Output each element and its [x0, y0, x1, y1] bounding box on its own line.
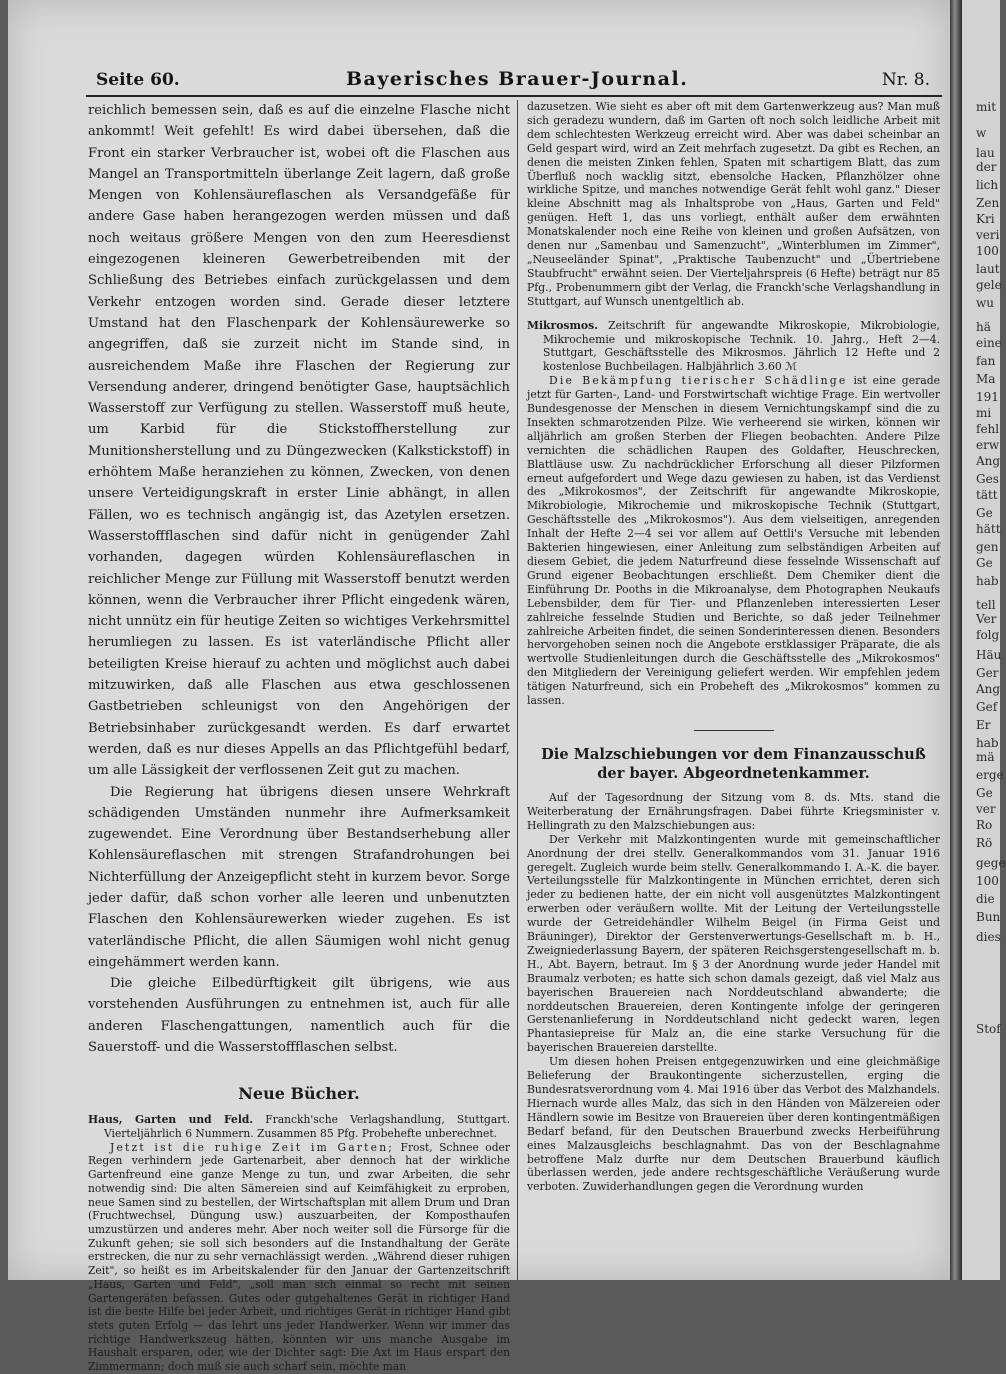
adjacent-page-fragment: gege — [976, 856, 1006, 870]
book-review-body: Frost, Schnee oder Regen verhindern jede Gartenarbeit, aber dennoch hat der wirkliche Gartenfreund eine ganze Menge zu tun, und zwar Arbeiten, die sehr notwendig sind: Die alten Sämereien sind auf Keimfähigkeit zu erproben, neue Samen sind zu bestellen, der Wirtschaftsplan mit allem Drum und Dran (Fruchtwechsel, Düngung usw.) auszuarbeiten, der Komposthaufen umzustürzen und anderes mehr. Aber noch weiter soll die Fürsorge für die Zukunft gehen; sie soll sich besonders auf die Instandhaltung der Geräte erstrecken, die nur zu sehr vernachlässigt werden. „Während dieser ruhigen Zeit", so heißt es im Arbeitskalender für den Januar der Gartenzeitschrift „Haus, Garten und Feld", „soll man sich einmal so recht mit seinen Gartengeräten befassen. Gutes oder gutgehaltenes Gerät in richtiger Hand ist die beste Hilfe bei jeder Arbeit, und richtiges Gerät in richtiger Hand gibt stets guten Erfolg — das lehrt uns jeder Handwerker. Wenn wir immer das richtige Handwerkszeug hätten, könnten wir uns manche Ausgabe im Haushalt ersparen, oder, wie der Dichter sagt: Die Axt im Haus erspart den Zimmermann; doch muß sie auch scharf sein, möchte man — [88, 1140, 510, 1374]
adjacent-page-fragment: gen — [976, 540, 999, 554]
adjacent-page-fragment: erge — [976, 768, 1004, 782]
adjacent-page-fragment: Bun — [976, 910, 1001, 924]
adjacent-page-fragment: Ge — [976, 506, 993, 520]
adjacent-page-fragment: mä — [976, 750, 995, 764]
mikrokosmos-entry-header — [527, 319, 940, 375]
adjacent-page-fragment: Kri — [976, 212, 995, 226]
adjacent-page-fragment: laut — [976, 262, 1000, 276]
adjacent-page-fragment: eine — [976, 336, 1002, 350]
adjacent-page-fragment: 100 — [976, 244, 999, 258]
book-entry-header — [88, 1113, 510, 1140]
adjacent-page-fragment: fehl — [976, 422, 1000, 436]
issue-number: Nr. 8. — [881, 70, 930, 90]
adjacent-page-fragment: Gef — [976, 700, 998, 714]
adjacent-page-fragment: tätt — [976, 488, 998, 502]
paragraph-regulation: Die Regierung hat übrigens diesen unsere Wehrkraft schädigenden Umständen nunmehr ihre Aufmerksamkeit zugewendet. Eine Verordnung über Bestandserhebung aller Kohlensäureflaschen mit strengen Strafandrohungen bei Nichterfüllung der Anzeigepflicht steht in kurzem bevor. Sorge jeder dafür, daß schon vorher alle leeren und unbenutzten Flaschen den Kohlensäurewerken wieder zugehen. Es ist vaterländische Pflicht, die allen Säumigen wohl nicht genug eingehämmert werden kann. — [88, 784, 510, 970]
article-paragraph: Auf der Tagesordnung der Sitzung vom 8. ds. Mts. stand die Weiterberatung der Ernährungsfragen. Dabei führte Kriegsminister v. Hellingrath zu den Malzschiebungen aus: — [527, 790, 940, 832]
adjacent-page-fragment: die — [976, 892, 995, 906]
adjacent-page-fragment: fan — [976, 354, 996, 368]
book-review-lead: Jetzt ist die ruhige Zeit im Garten; — [110, 1140, 395, 1154]
adjacent-page-fragment: Ger — [976, 666, 999, 680]
adjacent-page-fragment: Ma — [976, 372, 996, 386]
adjacent-page-fragment: Ang — [976, 454, 1001, 468]
adjacent-page-edge — [962, 0, 1006, 1280]
book-review-text — [88, 1141, 510, 1374]
adjacent-page-fragment: hab — [976, 574, 999, 588]
adjacent-page-fragment: veri — [976, 228, 1000, 242]
article-title: Die Malzschiebungen vor dem Finanzausschuß der bayer. Abgeordnetenkammer. — [541, 745, 926, 782]
adjacent-page-fragment: hätt — [976, 522, 1001, 536]
adjacent-page-fragment: Ro — [976, 818, 993, 832]
book-title: Haus, Garten und Feld. — [88, 1113, 254, 1127]
adjacent-page-fragment: hä — [976, 320, 991, 334]
adjacent-page-fragment: erw — [976, 438, 1000, 452]
adjacent-page-fragment: Ge — [976, 556, 993, 570]
adjacent-page-fragment: 191 — [976, 390, 999, 404]
mikrokosmos-body: ist eine gerade jetzt für Garten-, Land- und Forstwirtschaft wichtige Frage. Ein wertvoller Bundesgenosse der Menschen in diesem Vernichtungskampf sind die zu Insekten schmarotzenden Pilze. Wie verheerend sie wirken, können wir alljährlich am großen Sterben der Fliegen beobachten. Andere Pilze vernichten die schädlichen Raupen des Goldafter, Heuschrecken, Blattläuse usw. Zu nachdrücklicher Erforschung all dieser Pilzformen erneut aufgefordert und Wege dazu gewiesen zu haben, ist das Verdienst des „Mikrokosmos", der Zeitschrift für angewandte Mikroskopie, Mikrobiologie, Mikrochemie und mikroskopische Technik (Stuttgart, Geschäftsstelle des „Mikrokosmos"). Aus dem vielseitigen, anregenden Inhalt der Hefte 2—4 sei vor allem auf Oettli's Versuche mit lebenden Bakterien hingewiesen, einer Anleitung zum selbständigen Arbeiten auf diesem Gebiet, die jedem Naturfreund diese fesselnde Wissenschaft auf Grund eigener Beobachtungen erschließt. Dem Chemiker dient die Einführung Dr. Pooths in die Mikroanalyse, dem Photographen Neukaufs Lebensbilder, dem für Tier- und Pflanzenleben interessierten Leser zahlreiche fesselnde Studien und Berichte, so daß jeder Teilnehmer zahlreiche Arbeiten findet, die seinen Sonderinteressen dienen. Besonders hervorgehoben seinen noch die Angebote erstklassiger Präparate, die als wertvolle Studienleitungen durch die Geschäftsstelle des „Mikrokosmos" den Mitgliedern der Vereinigung geliefert werden. Wir empfehlen jedem tätigen Naturfreund, sich ein Probeheft des „Mikrokosmos" kommen zu lassen. — [527, 374, 940, 708]
adjacent-page-fragment: dies — [976, 930, 1001, 944]
mikrokosmos-title: Mikrosmos. — [527, 318, 598, 332]
right-column — [527, 100, 940, 1194]
adjacent-page-fragment: folg — [976, 628, 1000, 642]
paragraph-flasks: reichlich bemessen sein, daß es auf die einzelne Flasche nicht ankommt! Weit gefehlt! Es wird dabei übersehen, daß die Front ein starker Verbraucher ist, wobei oft die Flaschen aus Mangel an Transportmitteln überlange Zeit lagern, daß große Mengen von Kohlensäureflaschen als Versandgefäße für andere Gase haben herangezogen werden müssen und daß noch weitaus größere Mengen von den zum Heeresdienst eingezogenen kleineren Gewerbetreibenden mit der Schließung des Betriebes einfach zurückgelassen und dem Verkehr entzogen worden sind. Gerade dieser letztere Umstand hat den Flaschenpark der Kohlensäurewerke so angegriffen, daß sie zurzeit nicht im Stande sind, in ausreichendem Maße ihre Flaschen der Regierung zur Versendung anderer, dringend benötigter Gase, hauptsächlich Wasserstoff zur Verfügung zu stellen. Wasserstoff muß heute, um Karbid für die Stickstoffherstellung zur Munitionsherstellung und zu Düngezwecken (Kalkstickstoff) in erhöhtem Maße heranziehen zu können, Zwecken, von denen unsere Verteidigungskraft in erster Linie abhängt, in allen Fällen, wo es technisch angängig ist, das Azetylen ersetzen. Wasserstoffflaschen sind dafür nicht in genügender Zahl vorhanden, dagegen würden Kohlensäureflaschen in reichlicher Menge zur Füllung mit Wasserstoff benutzt werden können, wenn die Verbraucher ihrer Pflicht eingedenk wären, nicht unnütz ein für heutige Zeiten so wichtiges Verkehrsmittel herumliegen zu lassen. Es ist vaterländische Pflicht aller beteiligten Kreise hierauf zu achten und möglichst auch dabei mitzuwirken, daß alle Flaschen aus etwa geschlossenen Gastbetrieben schleunigst von den Angehörigen der Betriebsinhaber zurückgesandt werden. Es darf erwartet werden, daß es nur dieses Appells an das Pflichtgefühl bedarf, um alle Lässigkeit der verflossenen Zeit gut zu machen. — [88, 103, 510, 779]
mikrokosmos-review — [527, 374, 940, 708]
journal-title: Bayerisches Brauer-Journal. — [346, 68, 689, 90]
adjacent-page-fragment: Häu — [976, 648, 1002, 662]
adjacent-page-fragment: ver — [976, 802, 996, 816]
adjacent-page-fragment: lau — [976, 146, 995, 160]
adjacent-page-fragment: mit — [976, 100, 997, 114]
mikrokosmos-meta: Zeitschrift für angewandte Mikroskopie, Mikrobiologie, Mikrochemie und mikroskopische Technik. 10. Jahrg., Heft 2—4. Stuttgart, Geschäftsstelle des Mikrosmos. Jährlich 12 Hefte und 2 kostenlose Buchbeilagen. Halbjährlich 3.60 ℳ — [543, 318, 940, 374]
adjacent-page-fragment: Ge — [976, 786, 993, 800]
article-paragraph: Um diesen hohen Preisen entgegenzuwirken und eine gleichmäßige Belieferung der Braukontingente sicherzustellen, erging die Bundesratsverordnung vom 4. Mai 1916 über das Verbot des Malzhandels. Hiernach wurde alles Malz, das sich in den Händen von Mälzereien oder Händlern sowie im Besitze von Brauereien über deren kontingentmäßigen Bedarf befand, für den Deutschen Brauerbund zwecks Herbeiführung eines Malzausgleichs beschlagnahmt. Das von der Beschlagnahme betroffene Malz durfte nur dem Deutschen Brauerbund käuflich überlassen werden, jede andere rechtsgeschäftliche Veräußerung wurde verboten. Zuwiderhandlungen gegen die Verordnung wurden — [527, 1055, 940, 1194]
adjacent-page-fragment: gele — [976, 278, 1002, 292]
left-column — [88, 100, 510, 1374]
adjacent-page-fragment: hab — [976, 736, 999, 750]
paragraph-urgency: Die gleiche Eilbedürftigkeit gilt übrigens, wie aus vorstehenden Ausführungen zu entnehmen ist, auch für alle anderen Flaschengattungen, namentlich auch für die Sauerstoff- und die Wasserstoffflaschen selbst. — [88, 976, 510, 1056]
header-rule — [86, 95, 942, 97]
adjacent-page-fragment: Ang — [976, 682, 1001, 696]
column-divider — [517, 100, 518, 1280]
adjacent-page-fragment: tell — [976, 598, 996, 612]
adjacent-page-fragment: wu — [976, 296, 994, 310]
adjacent-page-fragment: Er — [976, 718, 991, 732]
adjacent-page-fragment: Rö — [976, 836, 993, 850]
adjacent-page-fragment: lich — [976, 178, 999, 192]
adjacent-page-fragment: der — [976, 160, 997, 174]
book-spine — [950, 0, 962, 1280]
adjacent-page-fragment: w — [976, 126, 987, 140]
book-meta: Franckh'sche Verlagshandlung, Stuttgart. Vierteljährlich 6 Nummern. Zusammen 85 Pfg. Probehefte unberechnet. — [104, 1113, 510, 1141]
book-review-continuation: dazusetzen. Wie sieht es aber oft mit dem Gartenwerkzeug aus? Man muß sich geradezu wundern, daß im Garten oft noch solch leidliche Arbeit mit dem schlechtesten Werkzeug erreicht wird. Aber was dabei scheinbar an Geld gespart wird, wird an Zeit mehrfach zugesetzt. Da gibt es Rechen, an denen die meisten Zinken fehlen, Spaten mit schartigem Blatt, das zum Überfluß noch wacklig sitzt, ebensolche Hacken, Pflanzhölzer ohne wirkliche Spitze, und manches notwendige Gerät fehlt wohl ganz." Dieser kleine Abschnitt mag als Inhaltsprobe von „Haus, Garten und Feld" genügen. Heft 1, das uns vorliegt, enthält außer dem erwähnten Monatskalender noch eine Reihe von kleinen und großen Aufsätzen, von denen nur „Samenbau und Samenzucht", „Winterblumen im Zimmer", „Neuseeländer Spinat", „Praktische Taubenzucht" und „Übertriebene Staubfrucht" erwähnt seien. Der Vierteljahrspreis (6 Hefte) beträgt nur 85 Pfg., Probenummern gibt der Verlag, die Franckh'sche Verlagshandlung in Stuttgart, auf Wunsch unentgeltlich ab. — [527, 100, 940, 308]
section-title-new-books: Neue Bücher. — [238, 1084, 360, 1104]
adjacent-page-fragment: Stof — [976, 1022, 1001, 1036]
mikrokosmos-lead: Die Bekämpfung tierischer Schädlinge — [549, 374, 848, 388]
adjacent-page-fragment: 100 — [976, 874, 999, 888]
adjacent-page-fragment: mi — [976, 406, 992, 420]
page-header — [96, 66, 948, 94]
article-paragraph: Der Verkehr mit Malzkontingenten wurde mit gemeinschaftlicher Anordnung der drei stellv. Generalkommandos vom 31. Januar 1916 geregelt. Zugleich wurde beim stellv. Generalkommando I. A.-K. die bayer. Verteilungsstelle für Malzkontingente in München errichtet, deren sich jeder zu bedienen hatte, der ein nicht voll ausgenütztes Malzkontingent erwerben oder veräußern wollte. Mit der Leitung der Verteilungsstelle wurde der Getreidehändler Wilhelm Beigel (in Firma Geist und Bräuninger), Direktor der Gerstenverwertungs-Gesellschaft m. b. H., Zweigniederlassung Bayern, der späteren Reichsgerstengesellschaft m. b. H., Abt. Bayern, betraut. Im § 3 der Anordnung wurde jeder Handel mit Braumalz verboten; es hatte sich schon damals gezeigt, daß viel Malz aus bayerischen Brauereien nach Norddeutschland abwanderte; die norddeutschen Brauereien, deren Kontingente infolge der geringeren Gerstenanlieferung in Norddeutschland nicht gedeckt waren, legen Phantasiepreise für Malz an, die eine starke Versuchung für die bayerischen Brauereien darstellte. — [527, 832, 940, 1055]
adjacent-page-fragment: Ver — [976, 612, 997, 626]
adjacent-page-fragment: Ges — [976, 472, 999, 486]
page-number: Seite 60. — [96, 70, 180, 90]
adjacent-page-fragment: Zen — [976, 196, 1000, 210]
